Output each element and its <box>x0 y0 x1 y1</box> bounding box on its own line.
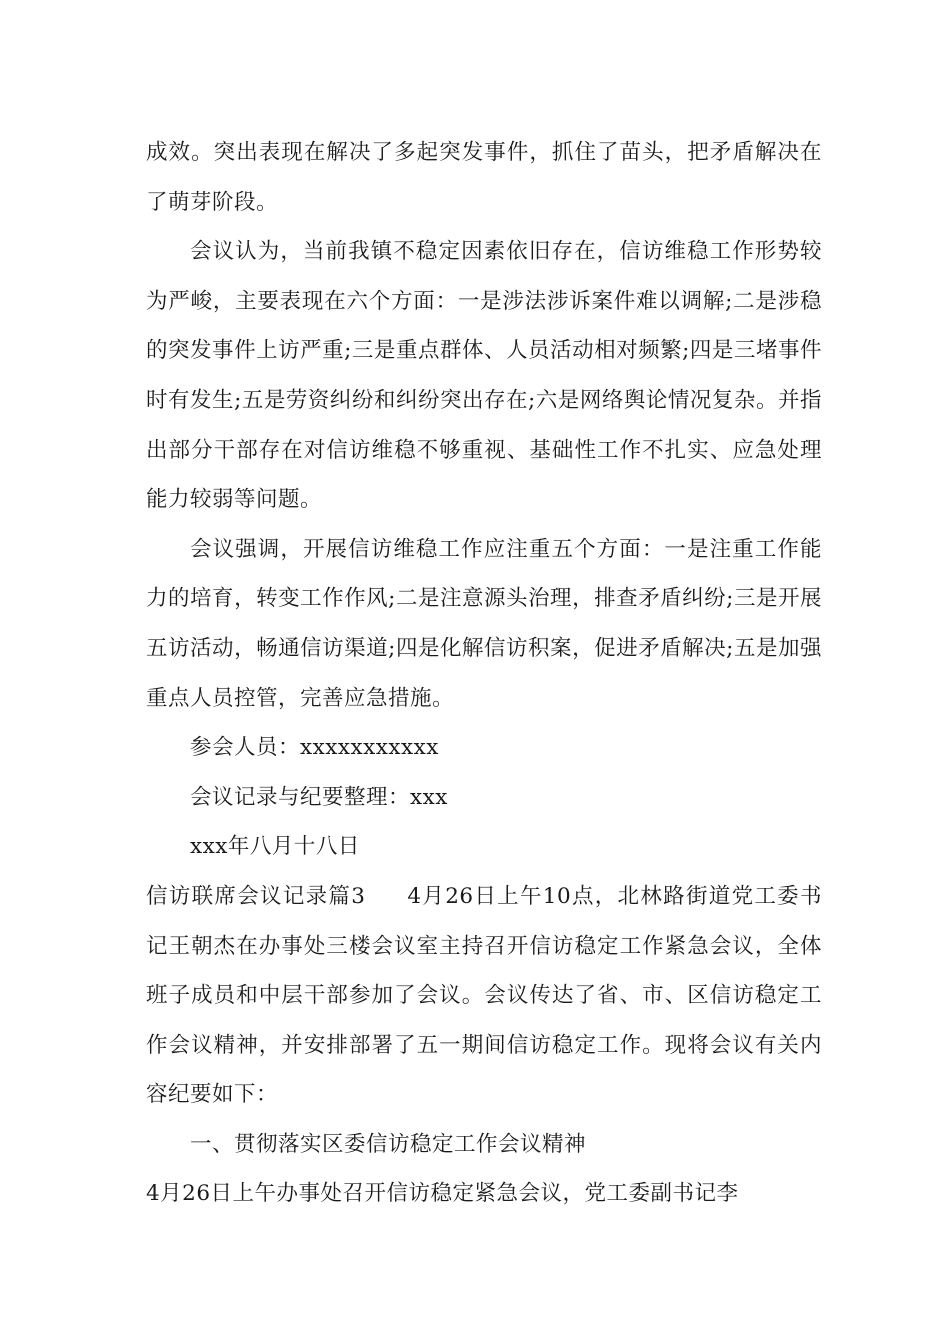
paragraph-meeting-assessment: 会议认为，当前我镇不稳定因素依旧存在，信访维稳工作形势较为严峻，主要表现在六个方面：一是涉法涉诉案件难以调解;二是涉稳的突发事件上访严重;三是重点群体、人员活动相对频繁;四是三堵事件时有发生;五是劳资纠纷和纠纷突出存在;六是网络舆论情况复杂。并指出部分干部存在对信访维稳不够重视、基础性工作不扎实、应急处理能力较弱等问题。 <box>146 239 822 513</box>
paragraph-results: 成效。突出表现在解决了多起突发事件，抓住了苗头，把矛盾解决在了萌芽阶段。 <box>146 140 822 215</box>
section-3-paragraph <box>146 872 822 1120</box>
subsection-title: 一、贯彻落实区委信访稳定工作会议精神 <box>190 1131 587 1157</box>
paragraph-recorder: 会议记录与纪要整理：xxx <box>190 784 448 810</box>
paragraph-last: 4月26日上午办事处召开信访稳定紧急会议，党工委副书记李 <box>146 1181 739 1207</box>
section-intro-text: 4月26日上午10点，北林路街道党工委书记王朝杰在办事处三楼会议室主持召开信访稳定工作紧急会议，全体班子成员和中层干部参加了会议。会议传达了省、市、区信访稳定工作会议精神，并安排部署了五一期间信访稳定工作。现将会议有关内容纪要如下： <box>146 883 822 1108</box>
section-heading: 信访联席会议记录篇3 <box>146 883 366 909</box>
document-body <box>146 128 822 1219</box>
paragraph-date: xxx年八月十八日 <box>190 834 360 860</box>
paragraph-meeting-emphasis: 会议强调，开展信访维稳工作应注重五个方面：一是注重工作能力的培育，转变工作作风;二是注意源头治理，排查矛盾纠纷;三是开展五访活动，畅通信访渠道;四是化解信访积案，促进矛盾解决;五是加强重点人员控管，完善应急措施。 <box>146 536 822 711</box>
paragraph-attendees: 参会人员：xxxxxxxxxxx <box>190 735 439 761</box>
